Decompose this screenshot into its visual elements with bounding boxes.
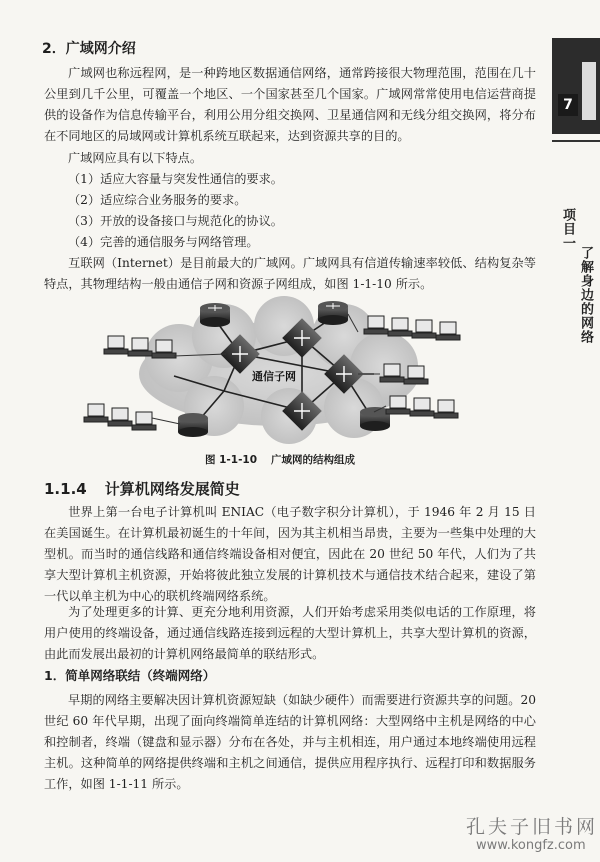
computer-icon xyxy=(108,408,132,426)
computer-icon xyxy=(410,398,434,416)
history-paragraph-2-text: 为了处理更多的计算、更充分地利用资源，人们开始考虑采用类似电话的工作原理，将用户使用的终端设备，通过通信线路连接到远程的大型计算机上，共享大型计算机的资源，由此而发展出最初的计算机网络最简单的联结形式。 xyxy=(44,605,536,661)
section-number: 1.1.4 xyxy=(44,480,87,498)
side-running-title xyxy=(560,208,592,358)
wan-heading: 2．广域网介绍 xyxy=(42,41,136,57)
computer-icon xyxy=(364,316,388,334)
computer-icon xyxy=(388,318,412,336)
figure-caption xyxy=(0,452,560,467)
computer-icon xyxy=(386,396,410,414)
router-icon xyxy=(200,303,230,327)
section-heading xyxy=(44,478,240,499)
history-paragraph-2 xyxy=(44,602,536,665)
section-title: 计算机网络发展简史 xyxy=(104,480,240,498)
wan-intro-paragraph xyxy=(44,63,536,147)
router-icon xyxy=(318,301,348,325)
feature-item xyxy=(44,190,246,211)
computer-icon xyxy=(132,412,156,430)
watermark xyxy=(400,808,600,862)
features-lead-text: 广域网应具有以下特点。 xyxy=(68,151,203,165)
history-paragraph-3-text: 早期的网络主要解决因计算机资源短缺（如缺少硬件）而需要进行资源共享的问题。20 世纪 60 年代早期，出现了面向终端简单连结的计算机网络：大型网络中主机是网络的中心和控制者，终端（键盘和显示器）分布在各处，并与主机相连，用户通过本地终端使用远程主机。这种简单的网络提供终端和主机之间通信，提供应用程序执行、远程打印和数据服务工作，如图 1-1-11 所示。 xyxy=(44,693,536,791)
side-project-title: 了解身边的网络 xyxy=(578,246,593,344)
computer-icon xyxy=(104,336,128,354)
feature-item-text: （1）适应大容量与突发性通信的要求。 xyxy=(68,172,283,186)
internet-paragraph xyxy=(44,253,536,295)
chapter-page-number: 7 xyxy=(558,94,578,116)
computer-icon xyxy=(434,400,458,418)
feature-item xyxy=(44,169,283,190)
chapter-tab xyxy=(552,38,600,134)
chapter-tab-highlight xyxy=(582,62,596,120)
history-paragraph-3 xyxy=(44,690,536,795)
side-project-label: 项目一 xyxy=(560,208,575,250)
feature-item-text: （2）适应综合业务服务的要求。 xyxy=(68,193,247,207)
computer-icon xyxy=(152,340,176,358)
watermark-name: 孔夫子旧书网 xyxy=(466,816,599,838)
chapter-tab-rule xyxy=(552,140,600,142)
subsection-heading: 1．简单网络联结（终端网络） xyxy=(44,668,216,683)
feature-item xyxy=(44,211,283,232)
computer-icon xyxy=(380,364,404,382)
computer-icon xyxy=(84,404,108,422)
computer-icon xyxy=(128,338,152,356)
computer-icon xyxy=(412,320,436,338)
features-lead xyxy=(44,148,202,169)
figure-number: 图 1-1-10 xyxy=(204,454,258,466)
feature-item-text: （3）开放的设备接口与规范化的协议。 xyxy=(68,214,283,228)
history-paragraph-1-text: 世界上第一台电子计算机叫 ENIAC（电子数字积分计算机），于 1946 年 2 月 15 日在美国诞生。在计算机最初诞生的十年间，因为其主机相当昂贵，主要为一些集中处理的大型机。而当时的通信线路和通信终端设备相对便宜，因此在 20 世纪 50 年代，人们为了共享大型计算机主机资源，开始将彼此独立发展的计算机技术与通信技术结合起来，建设了第一代以单主机为中心的联机终端网络系统。 xyxy=(44,505,536,603)
feature-item-text: （4）完善的通信服务与网络管理。 xyxy=(68,235,259,249)
figure-title: 广域网的结构组成 xyxy=(271,454,356,466)
computer-icon xyxy=(436,322,460,340)
wan-intro-text: 广域网也称远程网，是一种跨地区数据通信网络，通常跨接很大物理范围，范围在几十公里到几千公里，可覆盖一个地区、一个国家甚至几个国家。广域网常常使用电信运营商提供的设备作为信息传输平台，利用公用分组交换网、卫星通信网和无线分组交换网，将分布在不同地区的局域网或计算机系统互联起来，达到资源共享的目的。 xyxy=(44,66,536,143)
internet-paragraph-text: 互联网（Internet）是目前最大的广域网。广域网具有信道传输速率较低、结构复杂等特点，其物理结构一般由通信子网和资源子网组成，如图 1-1-10 所示。 xyxy=(44,256,536,291)
cloud-label: 通信子网 xyxy=(252,370,296,383)
router-icon xyxy=(178,413,208,437)
computer-icon xyxy=(404,366,428,384)
wan-structure-diagram xyxy=(74,296,474,446)
watermark-url: www.kongfz.com xyxy=(476,838,586,853)
feature-item xyxy=(44,232,259,253)
history-paragraph-1 xyxy=(44,502,536,607)
